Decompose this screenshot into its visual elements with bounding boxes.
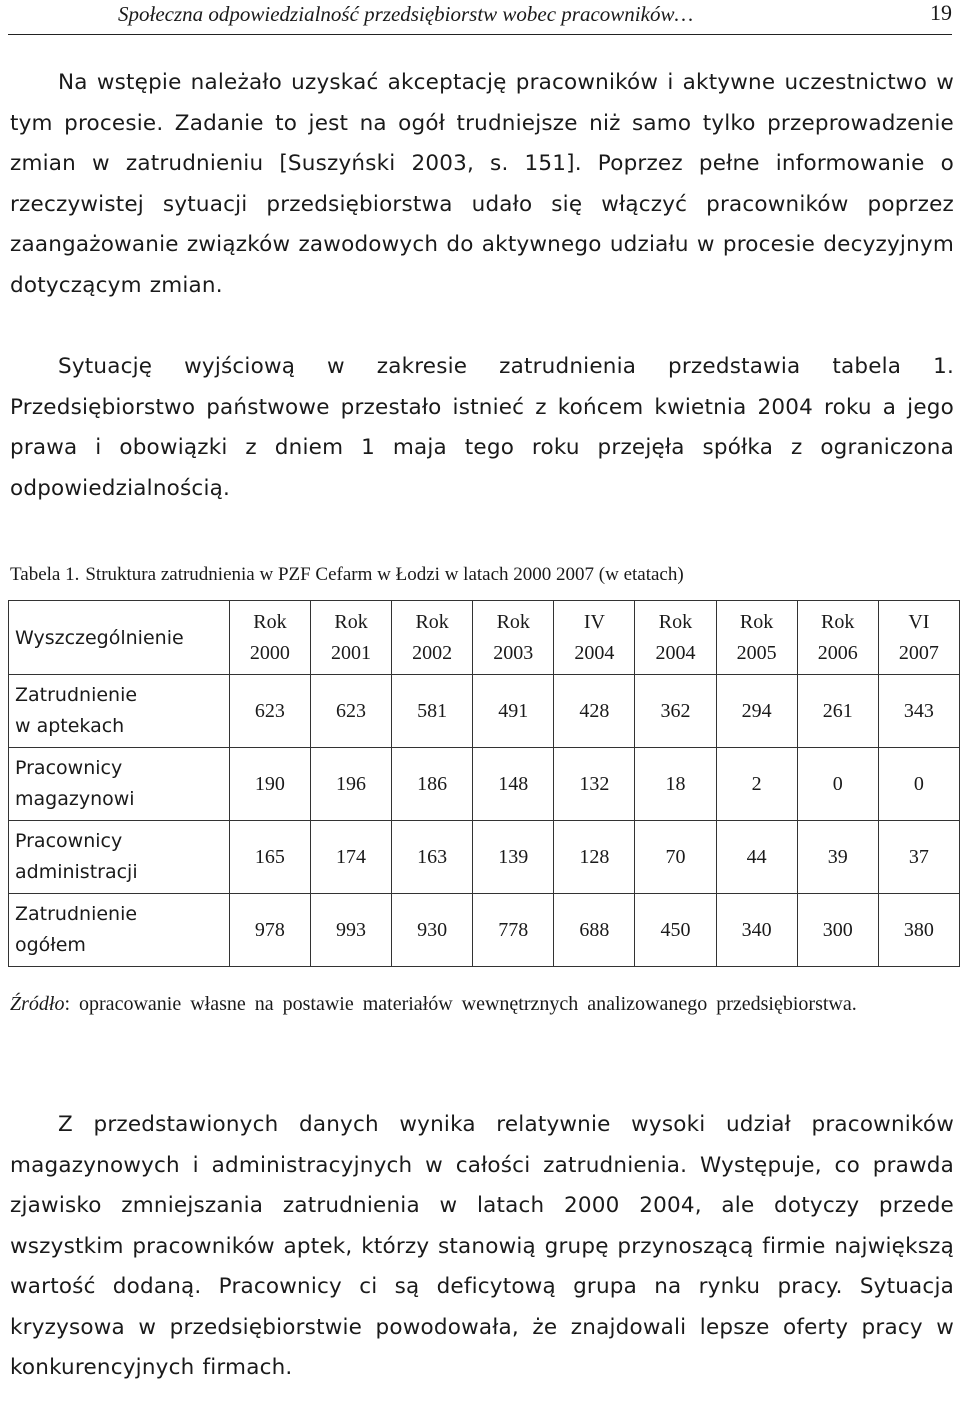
- row-label: Pracownicy magazynowi: [9, 748, 230, 821]
- row-label: Zatrudnienie ogółem: [9, 894, 230, 967]
- table-row: [9, 821, 960, 894]
- row-label: Pracownicy administracji: [9, 821, 230, 894]
- table-cell: 39: [797, 821, 878, 894]
- table-header-row: [9, 601, 960, 675]
- table-cell: 340: [716, 894, 797, 967]
- table-cell: 294: [716, 675, 797, 748]
- table-cell: 148: [473, 748, 554, 821]
- table-cell: 491: [473, 675, 554, 748]
- running-header: [8, 2, 952, 35]
- table-cell: 0: [797, 748, 878, 821]
- table-caption-text: Struktura zatrudnienia w PZF Cefarm w Łodzi w latach 2000 2007 (w etatach): [85, 564, 684, 585]
- page-number: 19: [930, 0, 952, 25]
- table-cell: 261: [797, 675, 878, 748]
- table-cell: 343: [878, 675, 959, 748]
- table-cell: 380: [878, 894, 959, 967]
- header-cell: Rok 2005: [716, 601, 797, 675]
- table-cell: 174: [310, 821, 391, 894]
- header-cell: Rok 2006: [797, 601, 878, 675]
- running-title: Społeczna odpowiedzialność przedsiębiorstw wobec pracowników…: [118, 2, 694, 26]
- table-cell: 186: [392, 748, 473, 821]
- table-cell: 450: [635, 894, 716, 967]
- header-cell-description: Wyszczególnienie: [9, 601, 230, 675]
- table-cell: 978: [229, 894, 310, 967]
- table-cell: 993: [310, 894, 391, 967]
- table-row: [9, 894, 960, 967]
- table-cell: 163: [392, 821, 473, 894]
- employment-table: [8, 600, 960, 967]
- header-cell: Rok 2002: [392, 601, 473, 675]
- header-cell: VI 2007: [878, 601, 959, 675]
- table-cell: 688: [554, 894, 635, 967]
- table-cell: 2: [716, 748, 797, 821]
- table-cell: 128: [554, 821, 635, 894]
- source-text: : opracowanie własne na postawie materiałów wewnętrznych analizowanego przedsiębiorstwa.: [64, 993, 857, 1015]
- table-caption: [10, 562, 954, 588]
- table-cell: 581: [392, 675, 473, 748]
- table-cell: 930: [392, 894, 473, 967]
- paragraph-intro: Na wstępie należało uzyskać akceptację pracowników i aktywne uczestnictwo w tym procesie. Zadanie to jest na ogół trudniejsze niż samo tylko przeprowadzenie zmian w zatrudnieniu [Suszyński 2003, s. 151]. Poprzez pełne informowanie o rzeczywistej sytuacji przedsiębiorstwa udało się włączyć pracowników poprzez zaangażowanie związków zawodowych do aktywnego udziału w procesie decyzyjnym dotyczącym zmian.: [10, 70, 954, 298]
- table-cell: 362: [635, 675, 716, 748]
- header-cell: Rok 2003: [473, 601, 554, 675]
- table-cell: 70: [635, 821, 716, 894]
- table-cell: 139: [473, 821, 554, 894]
- row-label: Zatrudnienie w aptekach: [9, 675, 230, 748]
- header-cell: Rok 2000: [229, 601, 310, 675]
- table-cell: 623: [229, 675, 310, 748]
- header-cell: IV 2004: [554, 601, 635, 675]
- table-cell: 37: [878, 821, 959, 894]
- table-cell: 44: [716, 821, 797, 894]
- table-source-note: [10, 988, 954, 1021]
- header-cell: Rok 2004: [635, 601, 716, 675]
- table-caption-label: Tabela 1.: [10, 564, 80, 585]
- table-cell: 196: [310, 748, 391, 821]
- table-cell: 0: [878, 748, 959, 821]
- table-cell: 428: [554, 675, 635, 748]
- table-cell: 623: [310, 675, 391, 748]
- table-row: [9, 675, 960, 748]
- table-cell: 190: [229, 748, 310, 821]
- table-row: [9, 748, 960, 821]
- table-cell: 165: [229, 821, 310, 894]
- source-label: Źródło: [10, 993, 65, 1015]
- table-cell: 300: [797, 894, 878, 967]
- header-cell: Rok 2001: [310, 601, 391, 675]
- table-cell: 132: [554, 748, 635, 821]
- table-cell: 18: [635, 748, 716, 821]
- paragraph-initial-situation: Sytuację wyjściową w zakresie zatrudnienia przedstawia tabela 1. Przedsiębiorstwo państwowe przestało istnieć z końcem kwietnia 2004 roku a jego prawa i obowiązki z dniem 1 maja tego roku przejęła spółka z ograniczona odpowiedzialnością.: [10, 354, 954, 501]
- paragraph-conclusion: Z przedstawionych danych wynika relatywnie wysoki udział pracowników magazynowych i administracyjnych w całości zatrudnienia. Występuje, co prawda zjawisko zmniejszania zatrudnienia w latach 2000 2004, ale dotyczy przede wszystkim pracowników aptek, którzy stanowią grupę przynoszącą firmie największą wartość dodaną. Pracownicy ci są deficytową grupa na rynku pracy. Sytuacja kryzysowa w przedsiębiorstwie powodowała, że znajdowali lepsze oferty pracy w konkurencyjnych firmach.: [10, 1112, 954, 1380]
- table-cell: 778: [473, 894, 554, 967]
